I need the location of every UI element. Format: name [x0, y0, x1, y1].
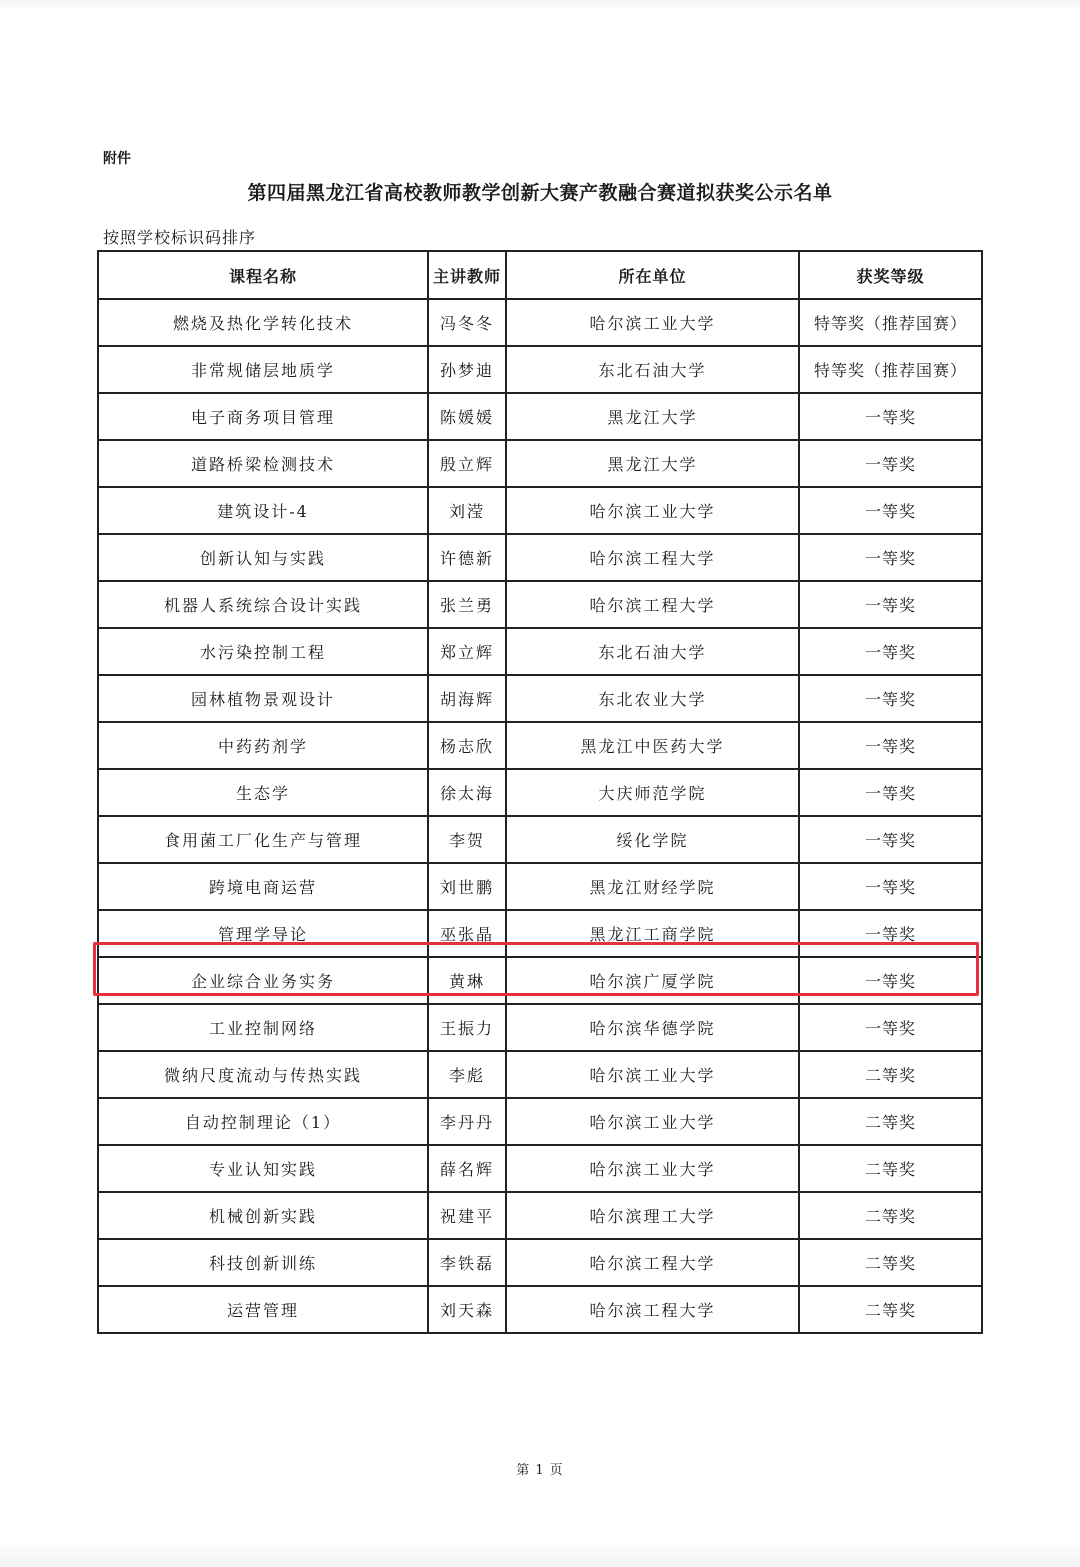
cell-award: 一等奖 — [799, 628, 982, 675]
cell-teacher: 巫张晶 — [428, 910, 506, 957]
cell-course: 创新认知与实践 — [98, 534, 428, 581]
cell-course: 中药药剂学 — [98, 722, 428, 769]
table-row — [98, 299, 982, 346]
cell-teacher: 李丹丹 — [428, 1098, 506, 1145]
cell-award: 二等奖 — [799, 1192, 982, 1239]
cell-teacher: 刘世鹏 — [428, 863, 506, 910]
cell-unit: 黑龙江大学 — [506, 440, 799, 487]
sort-note: 按照学校标识码排序 — [103, 228, 257, 247]
header-unit: 所在单位 — [506, 251, 799, 299]
header-course-name: 课程名称 — [98, 251, 428, 299]
cell-course: 非常规储层地质学 — [98, 346, 428, 393]
cell-teacher: 刘滢 — [428, 487, 506, 534]
table-row — [98, 393, 982, 440]
cell-award: 一等奖 — [799, 863, 982, 910]
document-title: 第四届黑龙江省高校教师教学创新大赛产教融合赛道拟获奖公示名单 — [247, 182, 833, 204]
table-row — [98, 1286, 982, 1333]
cell-award: 一等奖 — [799, 675, 982, 722]
table-row — [98, 1239, 982, 1286]
cell-teacher: 孙梦迪 — [428, 346, 506, 393]
cell-teacher: 许德新 — [428, 534, 506, 581]
table-row — [98, 534, 982, 581]
cell-unit: 哈尔滨工程大学 — [506, 534, 799, 581]
cell-course: 燃烧及热化学转化技术 — [98, 299, 428, 346]
cell-award: 特等奖（推荐国赛） — [799, 299, 982, 346]
cell-unit: 哈尔滨广厦学院 — [506, 957, 799, 1004]
cell-course: 食用菌工厂化生产与管理 — [98, 816, 428, 863]
cell-teacher: 黄琳 — [428, 957, 506, 1004]
table-row — [98, 346, 982, 393]
cell-teacher: 李彪 — [428, 1051, 506, 1098]
cell-course: 机器人系统综合设计实践 — [98, 581, 428, 628]
table-row — [98, 957, 982, 1004]
cell-teacher: 郑立辉 — [428, 628, 506, 675]
cell-course: 自动控制理论（1） — [98, 1098, 428, 1145]
cell-award: 一等奖 — [799, 910, 982, 957]
cell-course: 电子商务项目管理 — [98, 393, 428, 440]
cell-course: 科技创新训练 — [98, 1239, 428, 1286]
cell-unit: 黑龙江财经学院 — [506, 863, 799, 910]
cell-unit: 黑龙江中医药大学 — [506, 722, 799, 769]
cell-award: 二等奖 — [799, 1239, 982, 1286]
cell-teacher: 刘天森 — [428, 1286, 506, 1333]
cell-unit: 哈尔滨理工大学 — [506, 1192, 799, 1239]
table-row-highlighted — [98, 910, 982, 957]
cell-unit: 东北石油大学 — [506, 628, 799, 675]
cell-teacher: 李贺 — [428, 816, 506, 863]
cell-course: 园林植物景观设计 — [98, 675, 428, 722]
cell-course: 机械创新实践 — [98, 1192, 428, 1239]
cell-course: 生态学 — [98, 769, 428, 816]
cell-course: 水污染控制工程 — [98, 628, 428, 675]
table-row — [98, 722, 982, 769]
cell-unit: 哈尔滨工程大学 — [506, 1239, 799, 1286]
cell-course: 企业综合业务实务 — [98, 957, 428, 1004]
cell-teacher: 杨志欣 — [428, 722, 506, 769]
cell-award: 一等奖 — [799, 393, 982, 440]
cell-unit: 哈尔滨工业大学 — [506, 1051, 799, 1098]
cell-unit: 哈尔滨华德学院 — [506, 1004, 799, 1051]
cell-teacher: 王振力 — [428, 1004, 506, 1051]
cell-unit: 哈尔滨工业大学 — [506, 1098, 799, 1145]
cell-course: 管理学导论 — [98, 910, 428, 957]
table-row — [98, 1098, 982, 1145]
cell-award: 一等奖 — [799, 722, 982, 769]
cell-award: 一等奖 — [799, 440, 982, 487]
table-row — [98, 769, 982, 816]
cell-unit: 黑龙江大学 — [506, 393, 799, 440]
cell-course: 微纳尺度流动与传热实践 — [98, 1051, 428, 1098]
cell-teacher: 薛名辉 — [428, 1145, 506, 1192]
cell-award: 二等奖 — [799, 1145, 982, 1192]
cell-course: 跨境电商运营 — [98, 863, 428, 910]
cell-teacher: 陈媛媛 — [428, 393, 506, 440]
cell-teacher: 冯冬冬 — [428, 299, 506, 346]
table-row — [98, 1192, 982, 1239]
cell-award: 一等奖 — [799, 487, 982, 534]
table-row — [98, 1051, 982, 1098]
cell-unit: 绥化学院 — [506, 816, 799, 863]
header-lead-teacher: 主讲教师 — [428, 251, 506, 299]
table-row — [98, 863, 982, 910]
table-header-row — [98, 251, 982, 299]
cell-award: 一等奖 — [799, 957, 982, 1004]
cell-unit: 东北石油大学 — [506, 346, 799, 393]
page-number: 第 1 页 — [516, 1463, 564, 1478]
awards-table — [97, 250, 983, 1334]
cell-unit: 哈尔滨工业大学 — [506, 1145, 799, 1192]
cell-award: 特等奖（推荐国赛） — [799, 346, 982, 393]
table-row — [98, 1004, 982, 1051]
cell-unit: 哈尔滨工业大学 — [506, 299, 799, 346]
cell-award: 二等奖 — [799, 1098, 982, 1145]
top-edge-shade — [0, 0, 1080, 12]
cell-course: 建筑设计-4 — [98, 487, 428, 534]
cell-teacher: 李铁磊 — [428, 1239, 506, 1286]
cell-unit: 黑龙江工商学院 — [506, 910, 799, 957]
cell-teacher: 徐太海 — [428, 769, 506, 816]
table-row — [98, 1145, 982, 1192]
cell-course: 道路桥梁检测技术 — [98, 440, 428, 487]
table-row — [98, 581, 982, 628]
cell-award: 一等奖 — [799, 581, 982, 628]
cell-course: 运营管理 — [98, 1286, 428, 1333]
table-row — [98, 440, 982, 487]
cell-unit: 大庆师范学院 — [506, 769, 799, 816]
cell-award: 二等奖 — [799, 1051, 982, 1098]
cell-award: 一等奖 — [799, 534, 982, 581]
cell-award: 一等奖 — [799, 1004, 982, 1051]
cell-teacher: 张兰勇 — [428, 581, 506, 628]
attachment-label: 附件 — [103, 151, 131, 167]
cell-course: 专业认知实践 — [98, 1145, 428, 1192]
bottom-edge-shade — [0, 1540, 1080, 1567]
cell-unit: 哈尔滨工程大学 — [506, 581, 799, 628]
cell-teacher: 胡海辉 — [428, 675, 506, 722]
header-award-level: 获奖等级 — [799, 251, 982, 299]
table-row — [98, 675, 982, 722]
cell-unit: 哈尔滨工程大学 — [506, 1286, 799, 1333]
cell-teacher: 殷立辉 — [428, 440, 506, 487]
cell-course: 工业控制网络 — [98, 1004, 428, 1051]
table-row — [98, 487, 982, 534]
cell-unit: 东北农业大学 — [506, 675, 799, 722]
cell-award: 一等奖 — [799, 769, 982, 816]
cell-award: 二等奖 — [799, 1286, 982, 1333]
cell-award: 一等奖 — [799, 816, 982, 863]
table-row — [98, 816, 982, 863]
cell-unit: 哈尔滨工业大学 — [506, 487, 799, 534]
table-row — [98, 628, 982, 675]
cell-teacher: 祝建平 — [428, 1192, 506, 1239]
